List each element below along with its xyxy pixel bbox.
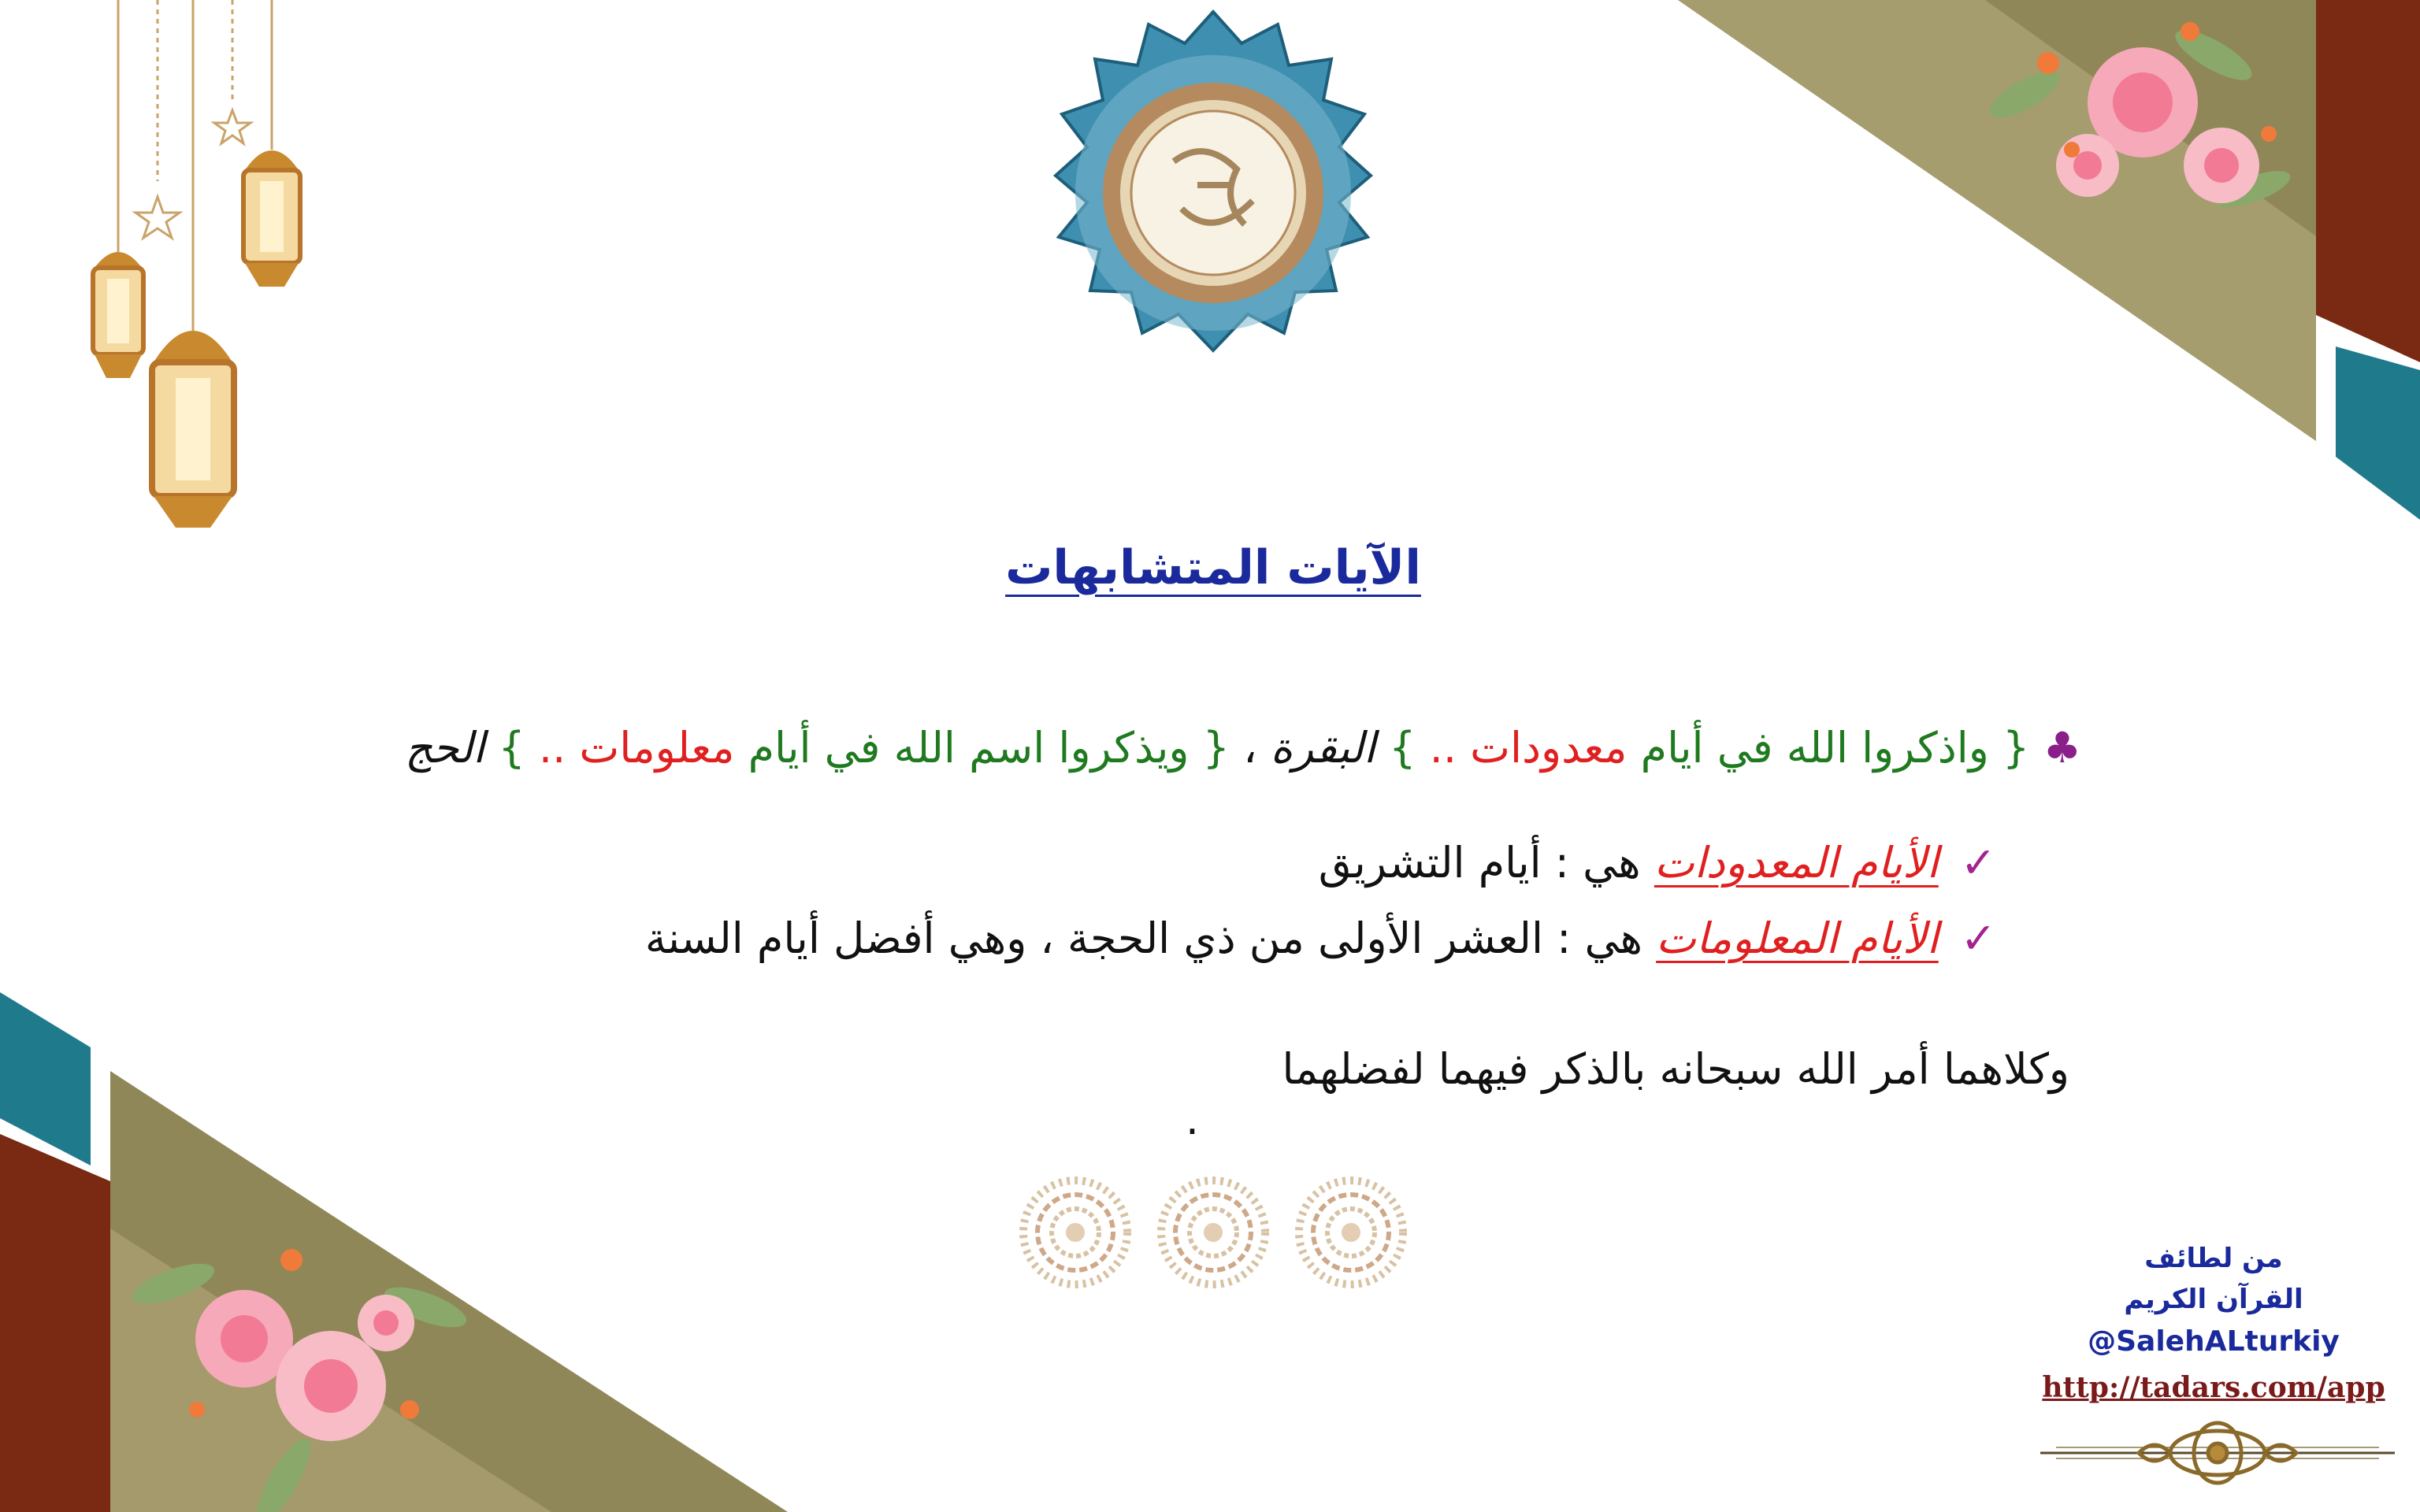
verse-line (405, 723, 2081, 773)
point-explanation: هي : العشر الأولى من ذي الحجة ، وهي أفضل أيام السنة (644, 914, 1642, 963)
point-term: الأيام المعدودات (1654, 838, 1939, 888)
brace-open-1: { (2002, 723, 2030, 773)
check-icon: ✓ (1960, 838, 1996, 888)
page-title: الآيات المتشابهات (1005, 540, 1421, 595)
website-link[interactable]: http://tadars.com/app (2042, 1371, 2385, 1404)
verse-2-source: الحج (405, 723, 485, 773)
club-bullet-icon: ♣ (2043, 723, 2081, 773)
rosette-icon (1299, 1180, 1403, 1284)
verse-1-text: واذكروا الله في أيام (1640, 723, 1989, 773)
credit-line-1: من لطائف (2144, 1243, 2283, 1274)
credits-block (2040, 1238, 2387, 1411)
brace-close-1: } (1389, 723, 1416, 773)
rosette-icon (1023, 1180, 1127, 1284)
check-icon: ✓ (1960, 914, 1996, 963)
conclusion-period: . (1185, 1095, 1199, 1144)
ornamental-divider-icon (2040, 1418, 2395, 1488)
verse-1-keyword: معدودات (1470, 723, 1628, 773)
flower-bouquet-icon (126, 1228, 473, 1512)
brace-open-2: { (1202, 723, 1230, 773)
verse-2-dots: .. (538, 723, 566, 773)
conclusion-text: وكلاهما أمر الله سبحانه بالذكر فيهما لفضلهما (1282, 1044, 2069, 1094)
rosette-row (1016, 1173, 1418, 1292)
credit-line-2: القرآن الكريم (2124, 1284, 2303, 1315)
point-item (1319, 838, 1996, 888)
point-explanation: هي : أيام التشريق (1318, 838, 1641, 888)
point-item (645, 914, 1996, 963)
verse-1-dots: .. (1429, 723, 1457, 773)
flower-bouquet-icon (1954, 0, 2300, 236)
brace-close-2: } (498, 723, 525, 773)
point-term: الأيام المعلومات (1656, 914, 1939, 963)
twitter-handle: @SalehALturkiy (2088, 1325, 2340, 1358)
hanging-lanterns-icon (71, 0, 323, 536)
quran-calligraphy-medallion-icon (1024, 8, 1402, 378)
rosette-icon (1161, 1180, 1265, 1284)
verse-1-source: البقرة (1270, 723, 1375, 773)
verse-2-text: ويذكروا اسم الله في أيام (748, 723, 1190, 773)
verse-2-keyword: معلومات (579, 723, 735, 773)
separator: ، (1243, 723, 1257, 773)
